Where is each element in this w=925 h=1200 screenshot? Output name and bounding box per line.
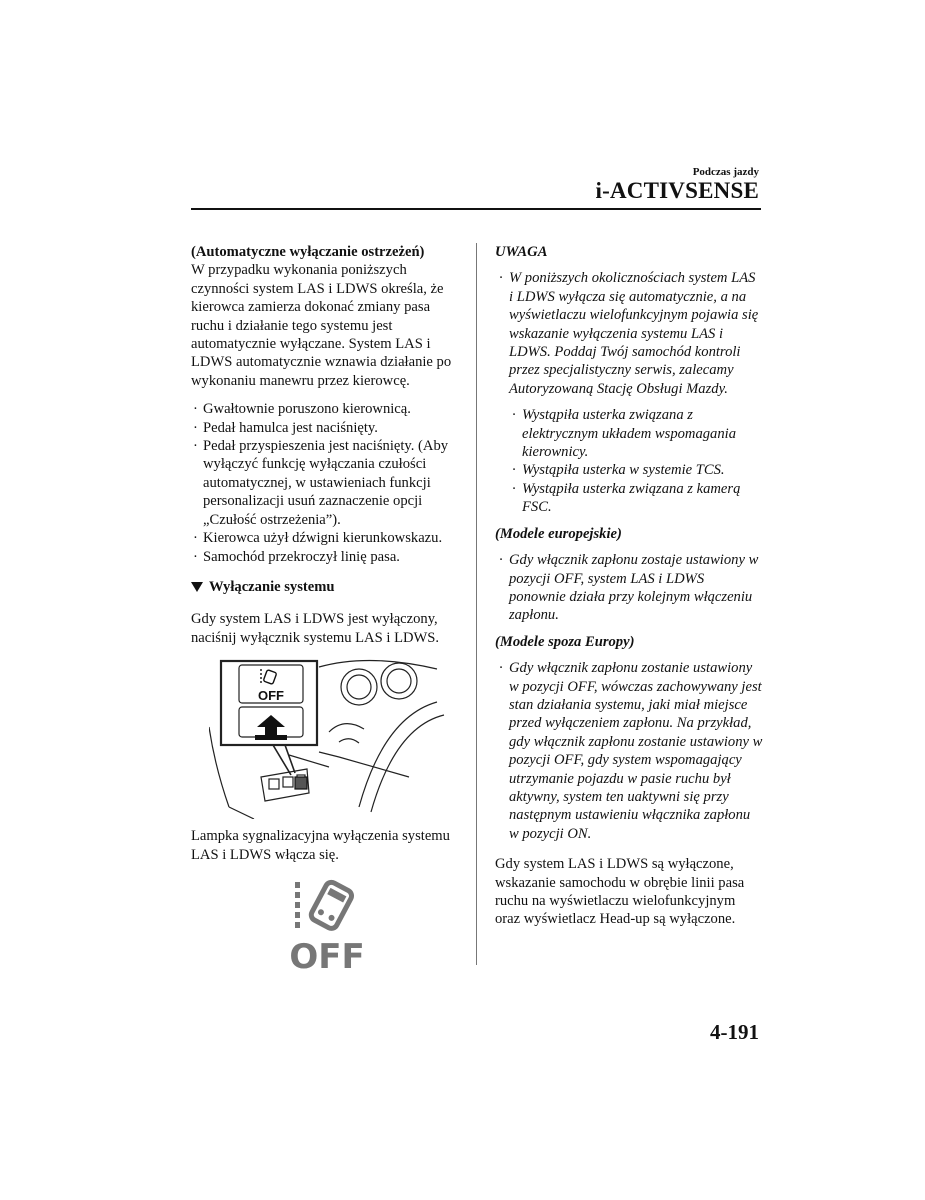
list-item: · Kierowca użył dźwigni kierunkowskazu. — [191, 529, 463, 547]
list-item: · Gwałtownie poruszono kierownicą. — [191, 400, 463, 418]
page-number: 4-191 — [710, 1020, 759, 1044]
list-item: · Wystąpiła usterka w systemie TCS. — [509, 461, 763, 479]
off-label: OFF — [289, 936, 365, 972]
list-item: · Wystąpiła usterka związana z elektrycznym układem wspomagania kierownicy. — [509, 406, 763, 461]
list-item: · Wystąpiła usterka związana z kamerą FSC. — [509, 480, 763, 517]
list-item: · Gdy włącznik zapłonu zostaje ustawiony w pozycji OFF, system LAS i LDWS ponownie działa przy kolejnym włączeniu zapłonu. — [495, 551, 763, 625]
non-eu-models-heading: (Modele spoza Europy) — [495, 633, 635, 650]
non-eu-models-list — [495, 659, 763, 843]
page-title: i-ACTIVSENSE — [595, 178, 759, 203]
triangle-down-icon — [191, 582, 203, 592]
eu-models-list — [495, 551, 763, 625]
list-item: · Pedał przyspieszenia jest naciśnięty. (Aby wyłączyć funkcję wyłączania czułości automatycznej, w ustawieniach funkcji personalizacji usuń zaznaczenie opcji „Czułość ostrzeżenia”). — [191, 437, 463, 529]
section-heading — [191, 578, 463, 596]
list-item: · Gdy włącznik zapłonu zostanie ustawiony w pozycji OFF, wówczas zachowywany jest stan działania systemu, jaki miał miejsce przed wyłączeniem zapłonu. Na przykład, gdy włącznik zapłonu zostanie ustawiony w pozycji OFF, gdy system wspomagający utrzymanie pojazdu w pasie ruchu był aktywny, system ten uaktywni się przy następnym ustawieniu włącznika zapłonu w pozycji ON. — [495, 659, 763, 843]
lane-keep-off-indicator — [287, 876, 367, 972]
fault-list — [509, 406, 763, 516]
header-rule — [191, 208, 761, 210]
conditions-list — [191, 400, 463, 566]
list-item: · Pedał hamulca jest naciśnięty. — [191, 419, 463, 437]
switch-illustration — [209, 657, 449, 819]
column-divider — [476, 243, 477, 965]
section-paragraph: Gdy system LAS i LDWS jest wyłączony, naciśnij wyłącznik systemu LAS i LDWS. — [191, 611, 440, 646]
dashboard-switch-drawing — [209, 657, 449, 819]
list-item: · W poniższych okolicznościach system LAS i LDWS wyłącza się automatycznie, a na wyświetlaczu wielofunkcyjnym pojawia się wskazanie wyłączenia systemu LAS i LDWS. Poddaj Twój samochód kontroli przez specjalistyczny serwis, zalecamy Autoryzowaną Stację Obsługi Mazdy. — [495, 269, 763, 398]
right-column — [495, 243, 763, 929]
list-item: · Samochód przekroczył linię pasa. — [191, 548, 463, 566]
eu-models-heading: (Modele europejskie) — [495, 525, 622, 542]
subheading: (Automatyczne wyłączanie ostrzeżeń) — [191, 244, 425, 260]
section-label: Podczas jazdy — [692, 166, 759, 178]
caption: Lampka sygnalizacyjna wyłączenia systemu LAS i LDWS włącza się. — [191, 828, 450, 863]
section-heading-text: Wyłączanie systemu — [209, 578, 335, 595]
note-list — [495, 269, 763, 398]
left-column — [191, 243, 463, 972]
note-heading: UWAGA — [495, 244, 548, 260]
lane-keep-off-icon — [287, 876, 367, 972]
switch-off-label: OFF — [258, 688, 284, 704]
closing-paragraph: Gdy system LAS i LDWS są wyłączone, wskazanie samochodu w obrębie linii pasa ruchu na wyświetlaczu wielofunkcyjnym oraz wyświetlacz Head-up są wyłączone. — [495, 856, 745, 928]
intro-paragraph: W przypadku wykonania poniższych czynności system LAS i LDWS określa, że kierowca zamierza dokonać zmiany pasa ruchu i działanie tego systemu jest automatycznie wyłączane. System LAS i LDWS automatycznie wznawia działanie po wykonaniu manewru przez kierowcę. — [191, 262, 452, 389]
